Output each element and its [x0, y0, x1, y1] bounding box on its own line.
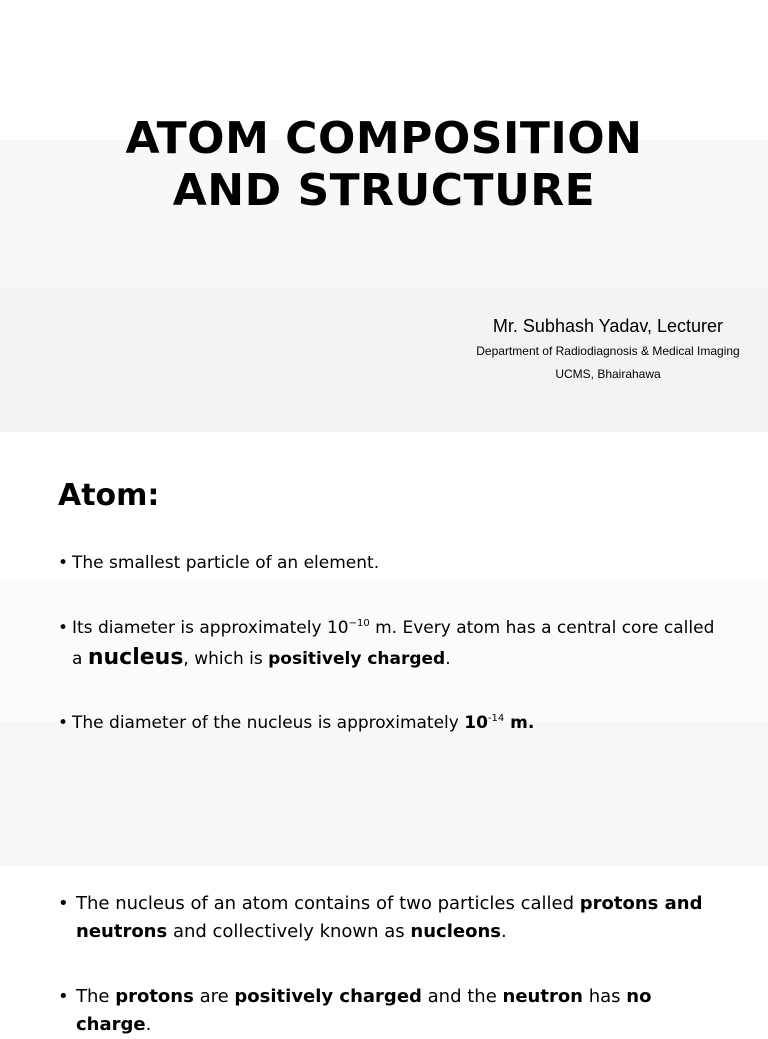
bullet-text: and the: [421, 986, 503, 1007]
emphasis-nucleus: nucleus: [87, 645, 184, 670]
bullet-text: m. Every atom has a central core called a: [72, 618, 715, 669]
slide-heading: Atom:: [58, 478, 160, 513]
bullet-list: [58, 890, 718, 1039]
title-slide: [0, 0, 768, 432]
bullet-text: , which is: [183, 649, 269, 669]
bullet-text: .: [145, 1014, 152, 1035]
emphasis-text: m.: [504, 713, 535, 733]
bullet-text: and collectively known as: [167, 921, 411, 942]
presentation-title: [0, 113, 768, 217]
bullet-text: has: [583, 986, 627, 1007]
exponent: −10: [348, 618, 370, 629]
emphasis-text: no charge: [76, 986, 652, 1035]
title-line-1: ATOM COMPOSITION: [125, 113, 643, 164]
bullet-item: [58, 549, 718, 578]
title-line-2: AND STRUCTURE: [172, 165, 596, 216]
emphasis-text: 10: [464, 713, 488, 733]
bullet-item: [58, 983, 718, 1039]
bullet-text: The nucleus of an atom contains of two particles called: [76, 893, 580, 914]
department-name: Department of Radiodiagnosis & Medical Imaging: [476, 344, 740, 358]
atom-slide: [0, 432, 768, 866]
emphasis-text: nucleons: [410, 921, 501, 942]
bullet-text: .: [500, 921, 507, 942]
author-name: Mr. Subhash Yadav, Lecturer: [492, 316, 724, 336]
bullet-item: [58, 614, 718, 674]
bullet-list: [58, 549, 718, 738]
institution-name: UCMS, Bhairahawa: [555, 367, 661, 381]
bullet-text: The diameter of the nucleus is approximately: [72, 713, 465, 733]
emphasis-text: protons: [115, 986, 194, 1007]
bullet-text: .: [445, 649, 451, 669]
emphasis-text: positively charged: [234, 986, 422, 1007]
emphasis-text: protons and neutrons: [76, 893, 703, 942]
nucleus-slide: [0, 866, 768, 1035]
bullet-text: Its diameter is approximately 10: [72, 618, 349, 638]
bullet-text: are: [193, 986, 235, 1007]
bullet-item: [58, 890, 718, 946]
bullet-text: The smallest particle of an element.: [72, 553, 380, 573]
bullet-text: The: [76, 986, 116, 1007]
emphasis-text: positively charged: [268, 649, 446, 669]
emphasis-text: neutron: [502, 986, 583, 1007]
author-info: [448, 312, 768, 386]
bullet-item: [58, 709, 718, 738]
exponent: -14: [487, 713, 505, 724]
